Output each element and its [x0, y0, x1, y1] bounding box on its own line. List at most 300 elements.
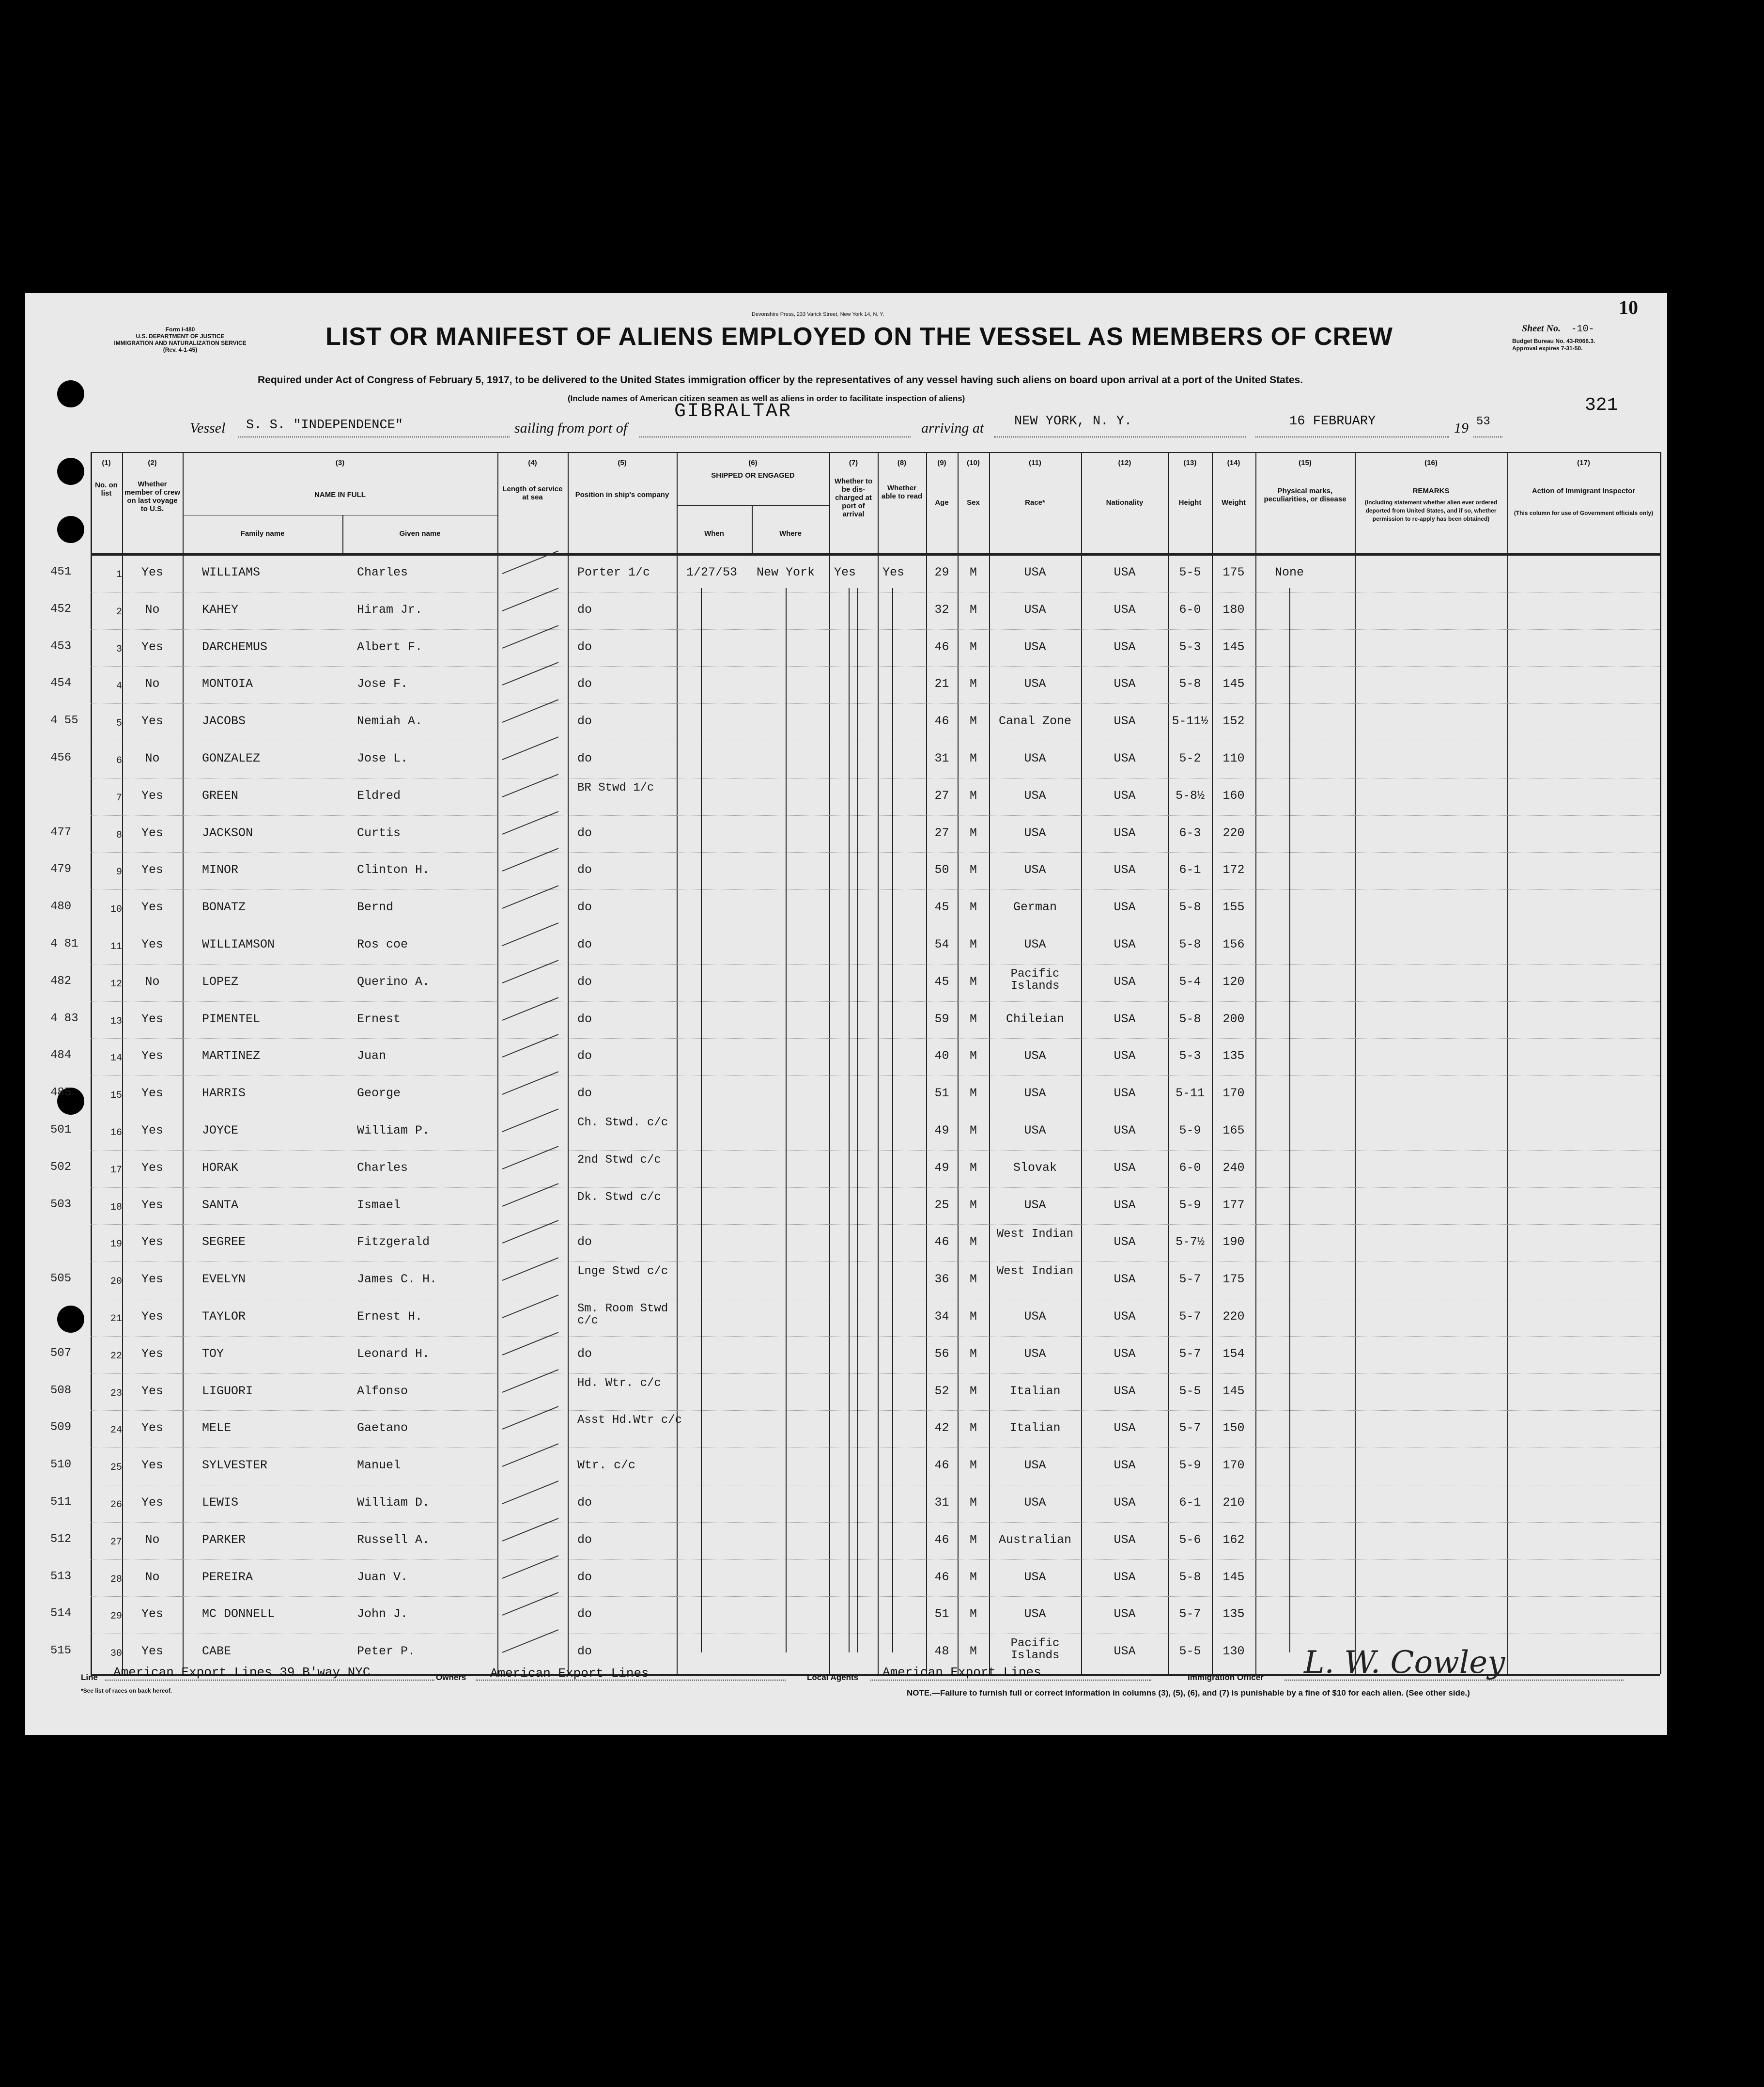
age: 49 — [934, 1160, 949, 1175]
family-name: SEGREE — [202, 1235, 246, 1249]
age: 49 — [934, 1123, 949, 1137]
list-number: 11 — [110, 941, 122, 952]
crew-last-voyage: Yes — [141, 1160, 163, 1175]
weight: 145 — [1222, 639, 1245, 654]
sex: M — [969, 1086, 977, 1101]
stamped-number: 4 81 — [50, 937, 78, 950]
weight: 160 — [1222, 788, 1245, 803]
position: do — [577, 751, 592, 765]
stamped-number: 514 — [50, 1607, 72, 1620]
age: 46 — [934, 1458, 949, 1473]
race: USA — [1024, 602, 1046, 617]
column-header: Sex — [967, 498, 980, 507]
list-number: 8 — [116, 829, 122, 841]
list-number: 12 — [110, 978, 122, 990]
family-name: PARKER — [202, 1532, 246, 1547]
vessel-label: Vessel — [190, 420, 226, 436]
shipped-when: 1/27/53 — [686, 565, 738, 579]
height: 5-5 — [1179, 1384, 1201, 1398]
crew-last-voyage: No — [145, 751, 160, 765]
ditto-stroke — [502, 1034, 559, 1058]
crew-last-voyage: Yes — [141, 1198, 163, 1212]
height: 5-7 — [1179, 1607, 1201, 1621]
family-name: LOPEZ — [202, 974, 239, 989]
column-number: (1) — [102, 459, 111, 467]
ditto-stroke — [502, 699, 559, 723]
position: do — [577, 900, 592, 915]
height: 5-9 — [1179, 1458, 1201, 1473]
nationality: USA — [1114, 1235, 1136, 1249]
ditto-stroke — [502, 625, 559, 649]
crew-last-voyage: Yes — [141, 1607, 163, 1621]
position: Asst Hd.Wtr c/c — [577, 1414, 682, 1427]
position: Ch. Stwd. c/c — [577, 1116, 668, 1129]
weight: 154 — [1222, 1346, 1245, 1361]
given-name: William P. — [357, 1123, 430, 1137]
races-note: *See list of races on back hereof. — [81, 1687, 172, 1694]
nationality: USA — [1114, 751, 1136, 765]
age: 45 — [934, 900, 949, 915]
race: Slovak — [1013, 1160, 1057, 1175]
race: USA — [1024, 1495, 1046, 1510]
vessel-name: S. S. "INDEPENDENCE" — [246, 418, 403, 433]
nationality: USA — [1114, 565, 1136, 579]
family-name: MONTOIA — [202, 677, 253, 691]
given-name: Juan — [357, 1049, 387, 1063]
given-name: George — [357, 1086, 401, 1101]
age: 46 — [934, 1532, 949, 1547]
age: 21 — [934, 677, 949, 691]
list-number: 17 — [110, 1164, 122, 1176]
position: do — [577, 1570, 592, 1584]
height: 5-8 — [1179, 677, 1201, 691]
position: do — [577, 1086, 592, 1101]
nationality: USA — [1114, 863, 1136, 877]
position: do — [577, 1607, 592, 1621]
list-number: 7 — [116, 792, 122, 804]
sex: M — [969, 751, 977, 765]
column-header: Weight — [1222, 498, 1246, 507]
position: do — [577, 639, 592, 654]
page-title: LIST OR MANIFEST OF ALIENS EMPLOYED ON THE VESSEL AS MEMBERS OF CREW — [325, 323, 1393, 351]
given-name: Alfonso — [357, 1384, 408, 1398]
crew-last-voyage: Yes — [141, 1309, 163, 1324]
height: 5-7½ — [1175, 1235, 1205, 1249]
given-name: Peter P. — [357, 1644, 416, 1659]
given-name: Jose L. — [357, 751, 408, 765]
stamped-number: 508 — [50, 1384, 72, 1397]
column-number: (10) — [967, 459, 980, 467]
race: USA — [1024, 751, 1046, 765]
nationality: USA — [1114, 1570, 1136, 1584]
crew-last-voyage: No — [145, 677, 160, 691]
arriving-label: arriving at — [921, 420, 984, 436]
race: USA — [1024, 639, 1046, 654]
stamped-number: 452 — [50, 602, 72, 616]
sheet-number-label: Sheet No. — [1522, 323, 1561, 334]
age: 46 — [934, 639, 949, 654]
weight: 145 — [1222, 677, 1245, 691]
list-number: 19 — [110, 1239, 122, 1250]
page-number-top: 10 — [1619, 296, 1638, 318]
race: Italian — [1009, 1384, 1061, 1398]
height: 6-0 — [1179, 1160, 1201, 1175]
list-number: 20 — [110, 1276, 122, 1288]
family-name: MARTINEZ — [202, 1049, 261, 1063]
race: Pacific Islands — [1010, 967, 1060, 993]
height: 5-2 — [1179, 751, 1201, 765]
ditto-stroke — [502, 1332, 559, 1355]
sex: M — [969, 900, 977, 915]
position: do — [577, 602, 592, 617]
height: 5-7 — [1179, 1309, 1201, 1324]
stamped-number: 485 — [50, 1086, 72, 1100]
stamped-number: 480 — [50, 900, 72, 914]
column-header: REMARKS — [1412, 487, 1450, 495]
sex: M — [969, 1458, 977, 1473]
nationality: USA — [1114, 1272, 1136, 1287]
list-number: 22 — [110, 1350, 122, 1362]
stamped-number: 501 — [50, 1123, 72, 1137]
position: do — [577, 1532, 592, 1547]
nationality: USA — [1114, 1495, 1136, 1510]
nationality: USA — [1114, 1607, 1136, 1621]
arrival-date: 16 FEBRUARY — [1289, 414, 1376, 429]
list-number: 29 — [110, 1611, 122, 1622]
officer-label: Immigration Officer — [1188, 1673, 1264, 1682]
family-name: CABE — [202, 1644, 232, 1659]
stamped-number: 482 — [50, 974, 72, 988]
crew-last-voyage: Yes — [141, 1421, 163, 1435]
family-name: PIMENTEL — [202, 1012, 261, 1026]
family-name: MC DONNELL — [202, 1607, 275, 1621]
race: West Indian — [996, 1265, 1074, 1278]
race: USA — [1024, 565, 1046, 579]
weight: 120 — [1222, 974, 1245, 989]
given-name: Ernest H. — [357, 1309, 423, 1324]
ditto-stroke — [502, 960, 559, 983]
crew-last-voyage: Yes — [141, 1272, 163, 1287]
crew-last-voyage: Yes — [141, 1049, 163, 1063]
given-name: Bernd — [357, 900, 394, 915]
family-name: JACOBS — [202, 714, 246, 729]
ditto-stroke — [502, 885, 559, 909]
given-name: Clinton H. — [357, 863, 430, 877]
stamped-number: 477 — [50, 825, 72, 839]
sex: M — [969, 1384, 977, 1398]
age: 40 — [934, 1049, 949, 1063]
sex: M — [969, 788, 977, 803]
crew-last-voyage: Yes — [141, 900, 163, 915]
crew-last-voyage: Yes — [141, 1123, 163, 1137]
list-number: 30 — [110, 1648, 122, 1660]
crew-last-voyage: Yes — [141, 565, 163, 579]
height: 5-9 — [1179, 1123, 1201, 1137]
given-name: Leonard H. — [357, 1346, 430, 1361]
race: USA — [1024, 1086, 1046, 1101]
given-name: Juan V. — [357, 1570, 408, 1584]
position: do — [577, 974, 592, 989]
sex: M — [969, 1421, 977, 1435]
weight: 155 — [1222, 900, 1245, 915]
column-number: (8) — [897, 459, 907, 467]
crew-last-voyage: Yes — [141, 825, 163, 840]
weight: 145 — [1222, 1384, 1245, 1398]
sex: M — [969, 1495, 977, 1510]
stamped-number: 4 55 — [50, 714, 78, 728]
height: 5-7 — [1179, 1272, 1201, 1287]
sailing-from-port: GIBRALTAR — [674, 401, 792, 422]
nationality: USA — [1114, 1160, 1136, 1175]
nationality: USA — [1114, 1309, 1136, 1324]
ditto-stroke — [502, 1592, 559, 1616]
age: 46 — [934, 714, 949, 729]
height: 6-1 — [1179, 863, 1201, 877]
year-suffix: 53 — [1476, 415, 1490, 428]
column-number: (15) — [1299, 459, 1312, 467]
age: 51 — [934, 1607, 949, 1621]
owners-value: American Export Lines — [490, 1666, 649, 1681]
column-number: (16) — [1424, 459, 1438, 467]
position: do — [577, 1049, 592, 1063]
nationality: USA — [1114, 1458, 1136, 1473]
given-name: Hiram Jr. — [357, 602, 423, 617]
stamped-number: 507 — [50, 1346, 72, 1360]
position: do — [577, 1235, 592, 1249]
family-name: TOY — [202, 1346, 224, 1361]
list-number: 25 — [110, 1462, 122, 1474]
given-name: Querino A. — [357, 974, 430, 989]
crew-last-voyage: Yes — [141, 1644, 163, 1659]
page-subtitle: Required under Act of Congress of February 5, 1917, to be delivered to the United States immigration officer by the representatives of any vessel having such aliens on board upon arrival at a port of the United States. — [258, 374, 1303, 386]
list-number: 26 — [110, 1499, 122, 1511]
year-prefix: 19 — [1454, 420, 1469, 436]
physical-marks: None — [1275, 565, 1304, 579]
given-name: Charles — [357, 565, 408, 579]
height: 5-8 — [1179, 1012, 1201, 1026]
column-header: Whether to be dis-charged at port of arrival — [834, 477, 873, 518]
crew-last-voyage: Yes — [141, 1235, 163, 1249]
stamped-number: 479 — [50, 863, 72, 876]
given-name: Russell A. — [357, 1532, 430, 1547]
age: 25 — [934, 1198, 949, 1212]
height: 6-1 — [1179, 1495, 1201, 1510]
age: 32 — [934, 602, 949, 617]
given-name: Manuel — [357, 1458, 401, 1473]
race: USA — [1024, 1570, 1046, 1584]
race: USA — [1024, 1346, 1046, 1361]
column-number: (11) — [1029, 459, 1041, 467]
race: USA — [1024, 937, 1046, 951]
height: 6-0 — [1179, 602, 1201, 617]
manifest-sheet — [25, 293, 1667, 1735]
ditto-stroke — [502, 1146, 559, 1169]
weight: 145 — [1222, 1570, 1245, 1584]
height: 5-3 — [1179, 1049, 1201, 1063]
family-name: JOYCE — [202, 1123, 239, 1137]
given-name: Nemiah A. — [357, 714, 423, 729]
age: 27 — [934, 825, 949, 840]
sheet-number — [1522, 323, 1594, 335]
list-number: 4 — [116, 681, 122, 692]
crew-last-voyage: No — [145, 602, 160, 617]
weight: 180 — [1222, 602, 1245, 617]
position: Wtr. c/c — [577, 1458, 636, 1473]
nationality: USA — [1114, 677, 1136, 691]
nationality: USA — [1114, 825, 1136, 840]
height: 5-8 — [1179, 937, 1201, 951]
list-number: 6 — [116, 755, 122, 766]
stamped-number: 451 — [50, 565, 72, 578]
ditto-stroke — [502, 662, 559, 686]
ditto-stroke — [502, 811, 559, 835]
age: 31 — [934, 1495, 949, 1510]
family-name: EVELYN — [202, 1272, 246, 1287]
stamped-number: 4 83 — [50, 1012, 78, 1025]
race: West Indian — [996, 1228, 1074, 1241]
height: 5-11 — [1175, 1086, 1205, 1101]
family-name: MINOR — [202, 863, 239, 877]
position: do — [577, 1012, 592, 1026]
given-name: Gaetano — [357, 1421, 408, 1435]
given-name: Jose F. — [357, 677, 408, 691]
stamped-number: 512 — [50, 1532, 72, 1546]
stamped-number: 454 — [50, 677, 72, 690]
able-to-read: Yes — [882, 565, 905, 579]
weight: 170 — [1222, 1458, 1245, 1473]
weight: 177 — [1222, 1198, 1245, 1212]
stamped-number: 515 — [50, 1644, 72, 1658]
crew-last-voyage: Yes — [141, 1458, 163, 1473]
include-note: (Include names of American citizen seamen as well as aliens in order to facilitate inspection of aliens) — [568, 394, 965, 403]
nationality: USA — [1114, 1421, 1136, 1435]
age: 46 — [934, 1570, 949, 1584]
list-number: 13 — [110, 1015, 122, 1027]
weight: 110 — [1222, 751, 1245, 765]
weight: 135 — [1222, 1049, 1245, 1063]
race: USA — [1024, 825, 1046, 840]
column-number: (6) — [748, 459, 758, 467]
weight: 156 — [1222, 937, 1245, 951]
sex: M — [969, 1235, 977, 1249]
race: USA — [1024, 1458, 1046, 1473]
race: USA — [1024, 1123, 1046, 1137]
sex: M — [969, 1049, 977, 1063]
weight: 165 — [1222, 1123, 1245, 1137]
given-name-header: Given name — [399, 530, 441, 538]
column-number: (7) — [849, 459, 858, 467]
family-name: DARCHEMUS — [202, 639, 268, 654]
list-number: 3 — [116, 643, 122, 655]
age: 42 — [934, 1421, 949, 1435]
column-number: (2) — [148, 459, 157, 467]
list-number: 9 — [116, 867, 122, 878]
ditto-stroke — [502, 588, 559, 611]
weight: 152 — [1222, 714, 1245, 729]
age: 46 — [934, 1235, 949, 1249]
position: BR Stwd 1/c — [577, 781, 654, 794]
ditto-stroke — [502, 1183, 559, 1207]
sex: M — [969, 1346, 977, 1361]
position: 2nd Stwd c/c — [577, 1153, 661, 1167]
agents-label: Local Agents — [807, 1673, 859, 1682]
sex: M — [969, 1532, 977, 1547]
sex: M — [969, 1012, 977, 1026]
crew-last-voyage: Yes — [141, 1346, 163, 1361]
height: 5-6 — [1179, 1532, 1201, 1547]
height: 5-8½ — [1175, 788, 1205, 803]
race: Pacific Islands — [1010, 1637, 1060, 1663]
position: Dk. Stwd c/c — [577, 1190, 661, 1204]
family-name: MELE — [202, 1421, 232, 1435]
form-number-block: Form I-480 U.S. DEPARTMENT OF JUSTICE IMMIGRATION AND NATURALIZATION SERVICE (Rev. 4-1-45) — [114, 326, 247, 353]
given-name: Albert F. — [357, 639, 423, 654]
discharged: Yes — [834, 565, 856, 579]
position: Hd. Wtr. c/c — [577, 1376, 661, 1390]
nationality: USA — [1114, 1198, 1136, 1212]
position: Lnge Stwd c/c — [577, 1265, 668, 1278]
sex: M — [969, 1160, 977, 1175]
age: 50 — [934, 863, 949, 877]
family-name: SYLVESTER — [202, 1458, 268, 1473]
agents-value: American Export Lines — [882, 1665, 1041, 1680]
position: Sm. Room Stwd c/c — [577, 1302, 668, 1327]
position: do — [577, 825, 592, 840]
nationality: USA — [1114, 1532, 1136, 1547]
officer-signature: L. W. Cowley — [1304, 1645, 1505, 1681]
crew-last-voyage: Yes — [141, 714, 163, 729]
ditto-stroke — [502, 1555, 559, 1579]
race: Chileian — [1006, 1012, 1065, 1026]
sex: M — [969, 1198, 977, 1212]
position: do — [577, 937, 592, 951]
punch-hole — [57, 1306, 84, 1333]
column-number: (5) — [618, 459, 627, 467]
family-name: SANTA — [202, 1198, 239, 1212]
where-header: Where — [779, 530, 802, 538]
ditto-stroke — [502, 997, 559, 1021]
ditto-stroke — [502, 1369, 559, 1393]
weight: 200 — [1222, 1012, 1245, 1026]
sheet-number-value: -10- — [1571, 324, 1594, 335]
column-header: SHIPPED OR ENGAGED — [711, 471, 795, 480]
family-name: WILLIAMS — [202, 565, 261, 579]
weight: 175 — [1222, 565, 1245, 579]
sex: M — [969, 602, 977, 617]
ditto-stroke — [502, 922, 559, 946]
age: 59 — [934, 1012, 949, 1026]
column-header: Length of service at sea — [502, 485, 563, 501]
list-number: 23 — [110, 1387, 122, 1399]
height: 5-5 — [1179, 1644, 1201, 1659]
column-header: Height — [1178, 498, 1202, 507]
given-name: Eldred — [357, 788, 401, 803]
race: German — [1013, 900, 1057, 915]
race: USA — [1024, 788, 1046, 803]
family-name: TAYLOR — [202, 1309, 246, 1324]
column-header: Whether member of crew on last voyage to U.S. — [124, 480, 181, 513]
weight: 190 — [1222, 1235, 1245, 1249]
stamped-number: 503 — [50, 1198, 72, 1211]
weight: 172 — [1222, 863, 1245, 877]
stamped-number: 505 — [50, 1272, 72, 1286]
sex: M — [969, 1123, 977, 1137]
family-name: GONZALEZ — [202, 751, 261, 765]
race: Canal Zone — [998, 714, 1072, 729]
stamped-number: 502 — [50, 1160, 72, 1174]
column-number: (3) — [335, 459, 345, 467]
column-header: Age — [935, 498, 949, 507]
